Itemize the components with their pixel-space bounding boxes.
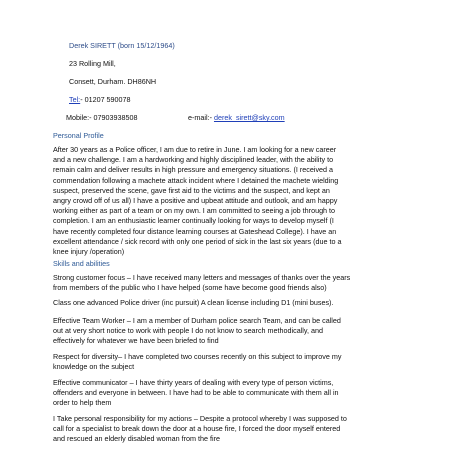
- skill-diversity: [53, 352, 341, 372]
- skill-line: out at very short notice to work with people I do not know to search methodically, and: [53, 326, 323, 336]
- profile-line: knee injury /operation): [53, 247, 125, 257]
- telephone-line: [69, 95, 131, 104]
- profile-line: angry crowd off of us all) I have a positive and upbeat attitude and outlook, and am happy: [53, 196, 338, 206]
- profile-line: completion. I am an enthusiastic learner continually looking for ways to develop myself (I: [53, 216, 334, 226]
- skill-line: order to help them: [53, 398, 112, 408]
- skill-line: from members of the public who I have helped (some have become good friends also): [53, 283, 327, 293]
- skill-line: offenders and everyone in between. I have had to be able to communicate with them all in: [53, 388, 339, 398]
- skill-driver: [53, 298, 333, 308]
- skill-communicator: [53, 378, 339, 409]
- address-line-2: Consett, Durham. DH86NH: [69, 77, 157, 86]
- skill-responsibility: [53, 414, 347, 445]
- profile-line: commendation following a machete attack incident where I detained the machete wielding: [53, 175, 339, 185]
- skills-heading: Skills and abilities: [53, 259, 110, 268]
- profile-line: have recently completed four distance learning courses at Gateshead College). I have an: [53, 226, 337, 236]
- mobile-line: Mobile:- 07903938508: [66, 113, 138, 122]
- skill-line: call for a specialist to break down the door at a house fire, I forced the door myself entered: [53, 424, 341, 434]
- profile-line: After 30 years as a Police officer, I am due to retire in June. I am looking for a new career: [53, 145, 337, 154]
- profile-line: working either as part of a team or on my own. I am committed to seeing a job through to: [53, 206, 336, 216]
- skill-line: effectively for whatever we have been briefed to find: [53, 336, 219, 346]
- personal-profile-heading: Personal Profile: [53, 131, 104, 140]
- email-label: e-mail:-: [188, 113, 212, 122]
- profile-line: remain calm and deliver results in high pressure and emergency situations. (I received a: [53, 165, 334, 175]
- telephone-number: - 01207 590078: [80, 95, 131, 104]
- personal-profile-text: [53, 145, 341, 257]
- skill-line: Strong customer focus – I have received many letters and messages of thanks over the years: [53, 273, 351, 282]
- skill-team-worker: [53, 316, 341, 347]
- skill-line: Respect for diversity– I have completed two courses recently on this subject to improve my: [53, 352, 342, 361]
- profile-line: excellent attendance / sick record with only one period of sick in the last six years (due to a: [53, 236, 342, 246]
- telephone-link[interactable]: Tel:: [69, 95, 81, 104]
- address-line-1: 23 Rolling Mill,: [69, 59, 116, 68]
- skill-line: Effective Team Worker – I am a member of Durham police search Team, and can be called: [53, 316, 341, 325]
- profile-line: and a new challenge. I am a hardworking and highly disciplined leader, with the ability to: [53, 155, 334, 165]
- email-link[interactable]: derek_sirett@sky.com: [213, 113, 285, 122]
- skill-line: Effective communicator – I have thirty years of dealing with every type of person victims,: [53, 378, 334, 387]
- skill-line: I Take personal responsibility for my actions – Despite a protocol whereby I was supposed to: [53, 414, 347, 423]
- candidate-name: Derek SIRETT (born 15/12/1964): [69, 41, 175, 50]
- profile-line: suspect, preserved the scene, gave first aid to the victims and the suspect, and kept an: [53, 185, 330, 195]
- skill-line: and rescued an elderly disabled woman from the fire: [53, 434, 221, 444]
- email-line: [188, 113, 285, 122]
- skill-line: Class one advanced Police driver (inc pursuit) A clean license including D1 (mini buses).: [53, 298, 334, 307]
- skill-customer-focus: [53, 273, 350, 293]
- skill-line: knowledge on the subject: [53, 362, 135, 372]
